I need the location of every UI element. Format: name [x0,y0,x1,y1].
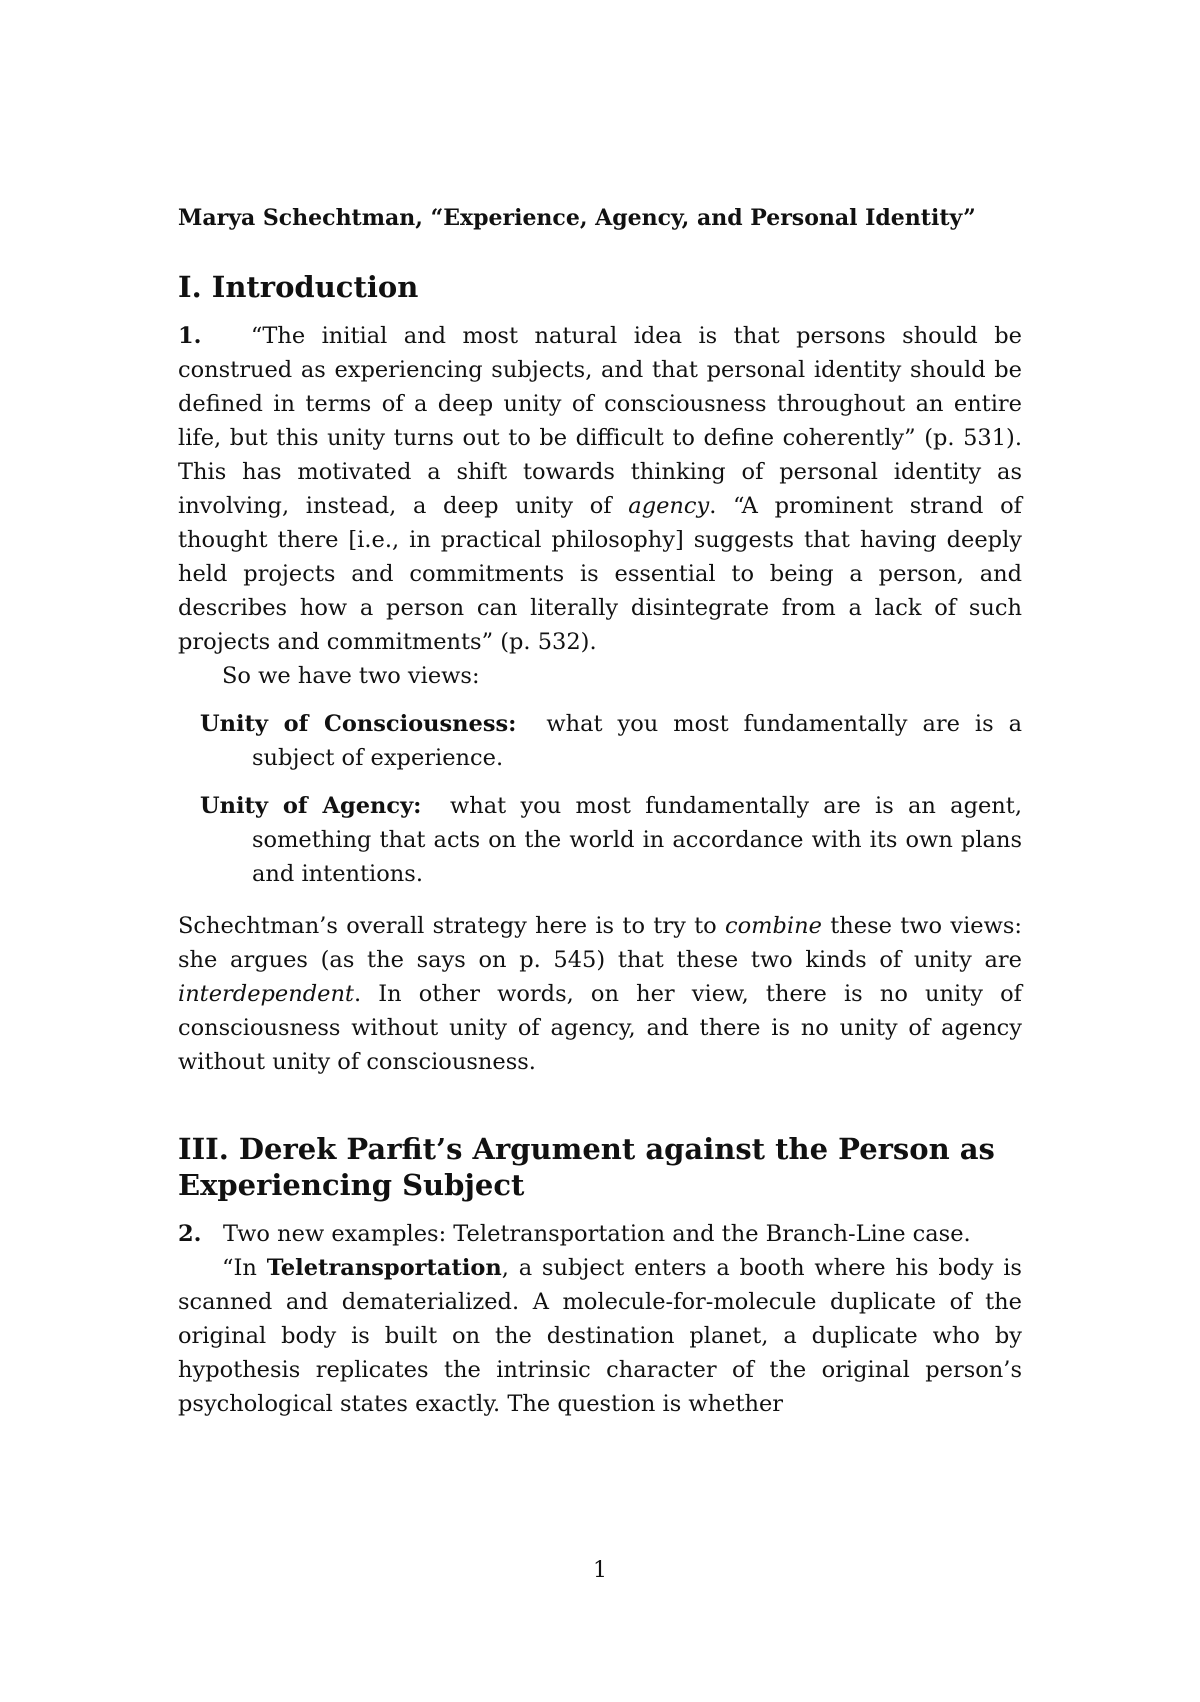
emphasis-agency: agency [628,493,710,519]
section-heading-parfit: III. Derek Parfit’s Argument against the Person as Experiencing Subject [178,1132,995,1202]
emphasis-combine: combine [725,913,822,939]
paragraph-number: 2. [178,1221,202,1247]
paragraph-text: . In other words, on her view, there is no unity of consciousness without unity of agency, and there is no unity of agency without unity of consciousness. [178,981,1022,1075]
section-heading-introduction: I. Introduction [178,270,419,304]
document-page [178,203,1022,1421]
paragraph-text: Two new examples: Teletransportation and the Branch-Line case. [222,1221,971,1247]
paragraph-number: 1. [178,323,202,349]
paragraph-text: . “A prominent strand of thought there [i.e., in practical philosophy] suggests that having deeply held projects and commitments is essential to being a person, and describes how a person can literally disintegrate from a lack of such projects and commitments” (p. 532). [178,493,1022,655]
definition-description: what you most fundamentally are is a subject of experience. [252,711,1022,771]
paragraph-1 [178,319,1022,659]
document-title: Marya Schechtman, “Experience, Agency, and Personal Identity” [178,205,976,231]
teletransportation-term: Teletransportation [266,1255,502,1281]
two-views-intro: So we have two views: [222,663,480,689]
emphasis-interdependent: interdependent [178,981,354,1007]
strategy-paragraph [178,909,1022,1079]
paragraph-text: , a subject enters a booth where his body is scanned and dematerialized. A molecule-for-molecule duplicate of the original body is built on the destination planet, a duplicate who by hypothesis replicates the intrinsic character of the original person’s psychological states exactly. The question is whether [178,1255,1022,1417]
paragraph-text: “In [222,1255,267,1281]
paragraph-2 [178,1217,1022,1251]
definition-term: Unity of Agency: [200,793,422,819]
definition-unity-of-agency [200,789,1022,891]
paragraph-text: Schechtman’s overall strategy here is to try to [178,913,726,939]
teletransportation-paragraph [178,1251,1022,1421]
paragraph-text: “The initial and most natural idea is that persons should be construed as experiencing subjects, and that personal identity should be defined in terms of a deep unity of consciousness throughout an entire life, but this unity turns out to be difficult to define coherently” (p. 531). This has motivated a shift towards thinking of personal identity as involving, instead, a deep unity of [178,323,1022,519]
page-number: 1 [593,1558,607,1583]
definition-description: what you most fundamentally are is an agent, something that acts on the world in accordance with its own plans and intentions. [252,793,1022,887]
definition-unity-of-consciousness [200,707,1022,775]
definition-term: Unity of Consciousness: [200,711,517,737]
paragraph-text: these two views: she argues (as the says on p. 545) that these two kinds of unity are [178,913,1023,973]
